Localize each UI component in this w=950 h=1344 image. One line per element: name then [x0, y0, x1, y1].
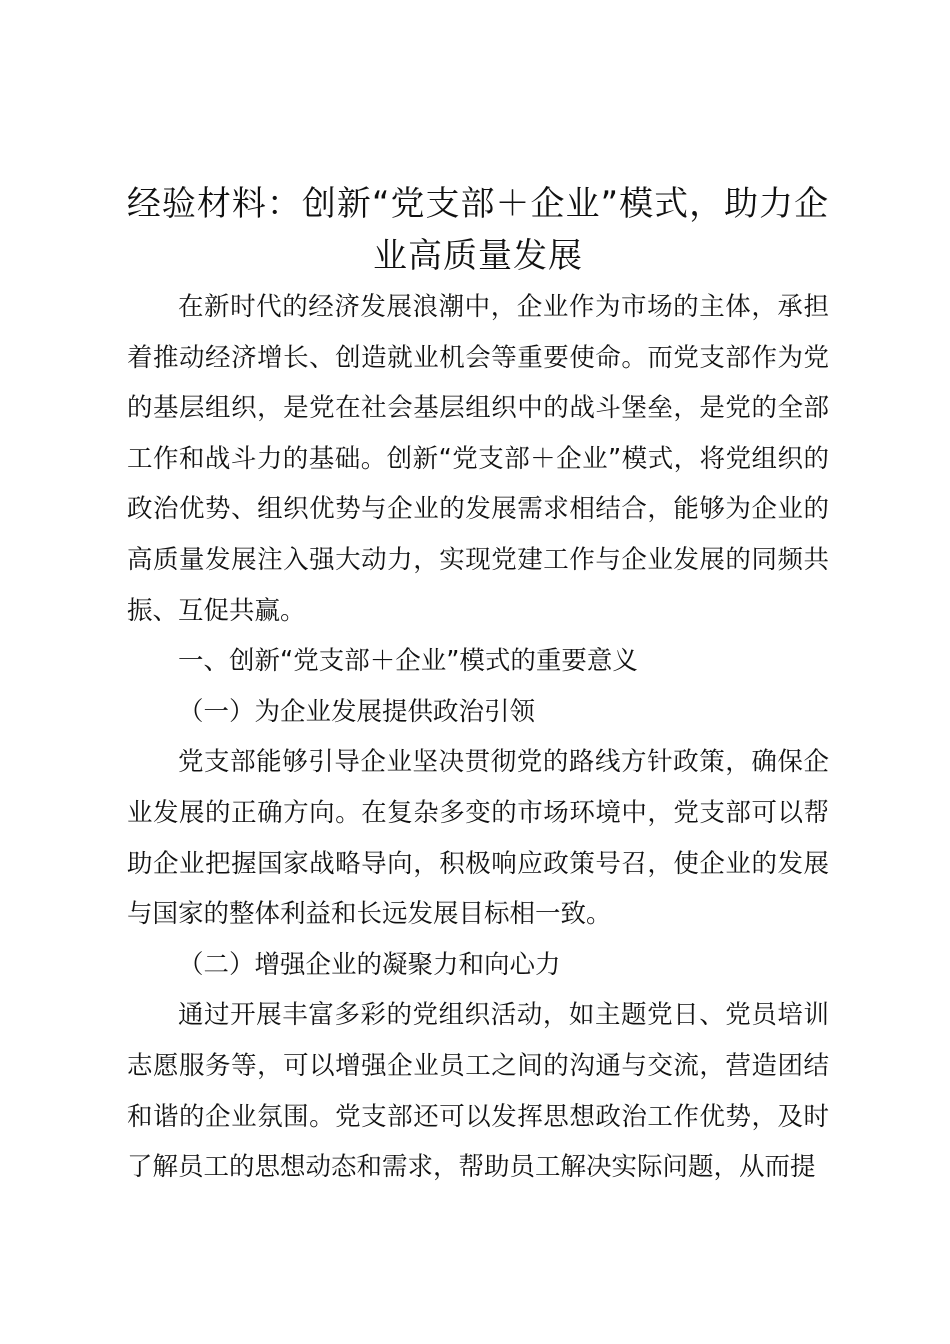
- subsection-1-paragraph: 党支部能够引导企业坚决贯彻党的路线方针政策，确保企业发展的正确方向。在复杂多变的市场环境中，党支部可以帮助企业把握国家战略导向，积极响应政策号召，使企业的发展与国家的整体利益和长远发展目标相一致。: [127, 747, 829, 930]
- subsection-heading-2: （二）增强企业的凝聚力和向心力: [178, 949, 561, 980]
- document-body: [127, 282, 829, 1193]
- subsection-2-paragraph: 通过开展丰富多彩的党组织活动，如主题党日、党员培训志愿服务等，可以增强企业员工之间的沟通与交流，营造团结和谐的企业氛围。党支部还可以发挥思想政治工作优势，及时了解员工的思想动态和需求，帮助员工解决实际问题，从而提: [127, 1000, 829, 1183]
- intro-paragraph: 在新时代的经济发展浪潮中，企业作为市场的主体，承担着推动经济增长、创造就业机会等重要使命。而党支部作为党的基层组织，是党在社会基层组织中的战斗堡垒，是党的全部工作和战斗力的基础。创新“党支部＋企业”模式，将党组织的政治优势、组织优势与企业的发展需求相结合，能够为企业的高质量发展注入强大动力，实现党建工作与企业发展的同频共振、互促共赢。: [127, 292, 829, 626]
- subsection-heading-1: （一）为企业发展提供政治引领: [178, 696, 536, 727]
- document-title: 经验材料：创新“党支部＋企业”模式，助力企业高质量发展: [126, 184, 830, 276]
- section-heading-1: 一、创新“党支部＋企业”模式的重要意义: [178, 646, 638, 677]
